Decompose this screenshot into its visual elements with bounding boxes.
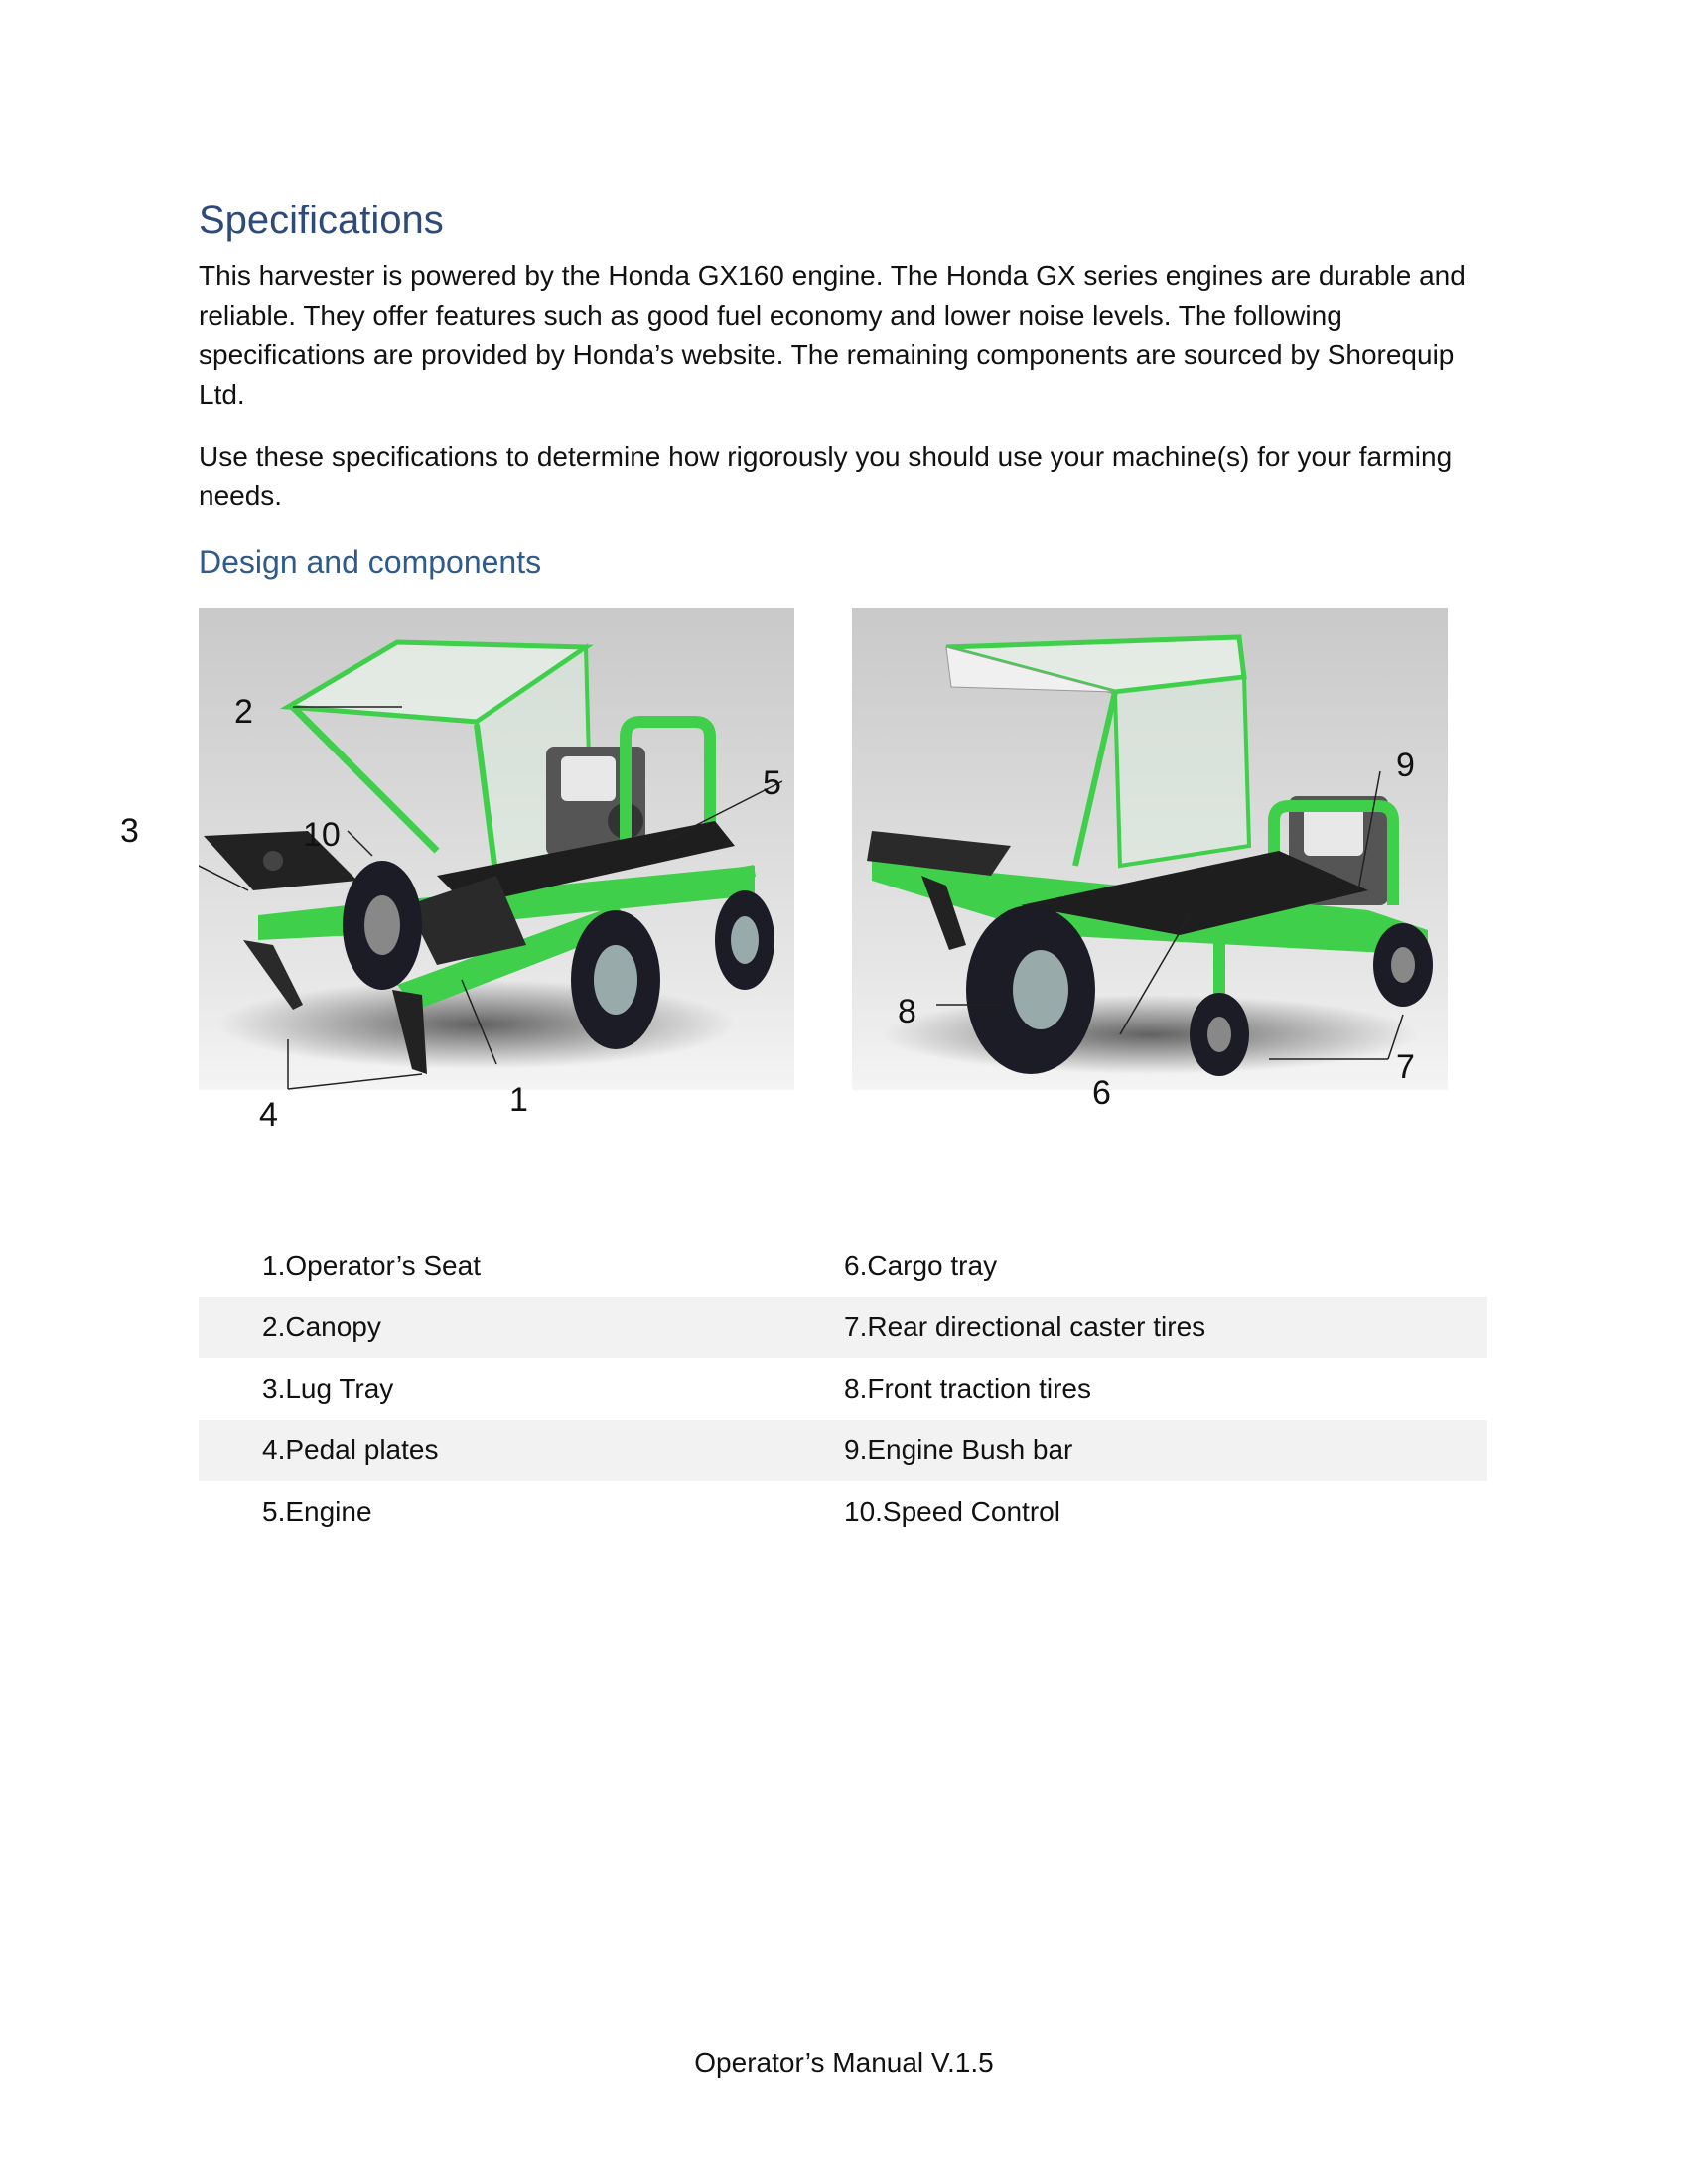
page-title: Specifications — [199, 199, 444, 242]
callout-6: 6 — [1092, 1074, 1111, 1112]
legend-row — [199, 1420, 1487, 1481]
legend-item: 2.Canopy — [262, 1311, 381, 1342]
section-subheading: Design and components — [199, 544, 542, 580]
page-footer: Operator’s Manual V.1.5 — [694, 2047, 994, 2078]
legend-item: 10.Speed Control — [844, 1496, 1060, 1527]
legend-item: 9.Engine Bush bar — [844, 1434, 1073, 1465]
legend-row — [199, 1235, 1487, 1297]
callout-7: 7 — [1396, 1048, 1415, 1086]
components-legend-table — [199, 1235, 1487, 1543]
legend-item: 3.Lug Tray — [262, 1373, 394, 1404]
legend-row — [199, 1481, 1487, 1543]
intro-paragraph: This harvester is powered by the Honda GX160 engine. The Honda GX series engines are durable and reliable. They offer features such as good fuel economy and lower noise levels. The following specifications are provided by Honda’s website. The remaining components are sourced by Shorequip Ltd. — [199, 260, 1466, 410]
callout-3: 3 — [120, 812, 139, 850]
legend-item: 7.Rear directional caster tires — [844, 1311, 1206, 1342]
legend-row — [199, 1358, 1487, 1420]
legend-item: 8.Front traction tires — [844, 1373, 1091, 1404]
callout-1: 1 — [509, 1081, 528, 1119]
callout-2: 2 — [234, 693, 253, 731]
usage-paragraph: Use these specifications to determine how rigorously you should use your machine(s) for your farming needs. — [199, 441, 1453, 511]
legend-item: 5.Engine — [262, 1496, 372, 1527]
harvester-rear-view-illustration — [852, 608, 1448, 1090]
legend-row — [199, 1297, 1487, 1358]
legend-item: 4.Pedal plates — [262, 1434, 439, 1465]
callout-8: 8 — [898, 993, 916, 1030]
harvester-front-view-illustration — [199, 608, 794, 1090]
legend-item: 6.Cargo tray — [844, 1250, 998, 1281]
legend-item: 1.Operator’s Seat — [262, 1250, 481, 1281]
callout-4: 4 — [259, 1096, 278, 1134]
callout-9: 9 — [1396, 747, 1415, 784]
callout-5: 5 — [763, 764, 781, 802]
callout-10: 10 — [303, 816, 341, 854]
